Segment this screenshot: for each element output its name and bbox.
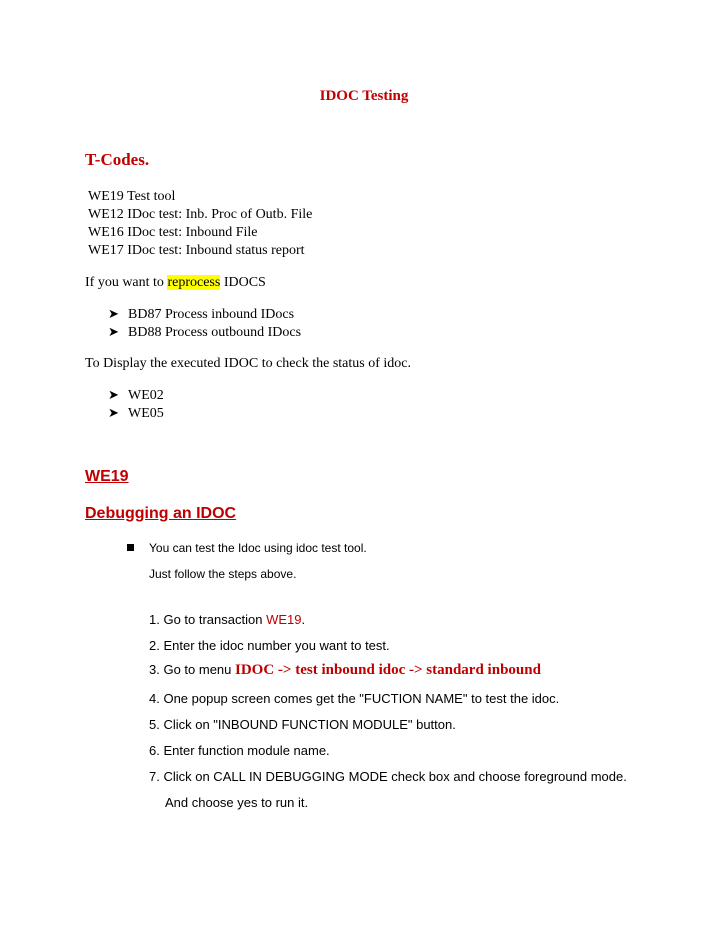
step-1-prefix: 1. Go to transaction [149,612,267,627]
list-item-text: WE02 [128,388,164,403]
step-5: 5. Click on "INBOUND FUNCTION MODULE" button. [149,717,456,732]
step-1-suffix: . [301,612,306,627]
page-title [0,88,728,105]
list-item [108,387,164,404]
tcode-line: WE17 IDoc test: Inbound status report [88,243,305,258]
we19-heading: WE19 [85,468,129,485]
step-2: 2. Enter the idoc number you want to test. [149,638,390,653]
debugging-heading: Debugging an IDOC [85,505,237,522]
menu-path: IDOC -> test inbound idoc -> standard inbound [235,662,541,678]
arrowhead-bullet-icon: ➤ [108,324,119,339]
step-1-code: WE19 [266,612,302,627]
list-item-text: BD88 Process outbound IDocs [128,325,302,340]
follow-text: Just follow the steps above. [149,567,297,581]
list-item [108,405,164,422]
reprocess-paragraph [85,275,266,291]
page-title-text: IDOC Testing [319,88,409,104]
step-4: 4. One popup screen comes get the "FUCTION NAME" to test the idoc. [149,691,560,706]
bullet-text: You can test the Idoc using idoc test tool. [149,541,367,555]
list-item [108,324,301,341]
step-3-prefix: 3. Go to menu [149,662,235,677]
reprocess-prefix: If you want to [85,275,168,290]
reprocess-suffix: IDOCS [220,275,266,290]
step-7-continuation: And choose yes to run it. [165,795,309,810]
tcode-line: WE16 IDoc test: Inbound File [88,225,258,240]
step-6: 6. Enter function module name. [149,743,330,758]
arrowhead-bullet-icon: ➤ [108,405,119,420]
list-item-text: WE05 [128,406,164,421]
tcodes-heading: T-Codes. [85,150,150,169]
step-1 [149,612,305,627]
list-item [108,306,294,323]
square-bullet-icon [127,544,134,551]
step-7: 7. Click on CALL IN DEBUGGING MODE check box and choose foreground mode. [149,769,627,784]
tcode-line: WE12 IDoc test: Inb. Proc of Outb. File [88,207,313,222]
step-3 [149,662,541,679]
reprocess-highlight: reprocess [167,275,221,290]
arrowhead-bullet-icon: ➤ [108,387,119,402]
arrowhead-bullet-icon: ➤ [108,306,119,321]
tcode-line: WE19 Test tool [88,189,176,204]
display-paragraph: To Display the executed IDOC to check the status of idoc. [85,356,411,371]
list-item-text: BD87 Process inbound IDocs [128,307,295,322]
